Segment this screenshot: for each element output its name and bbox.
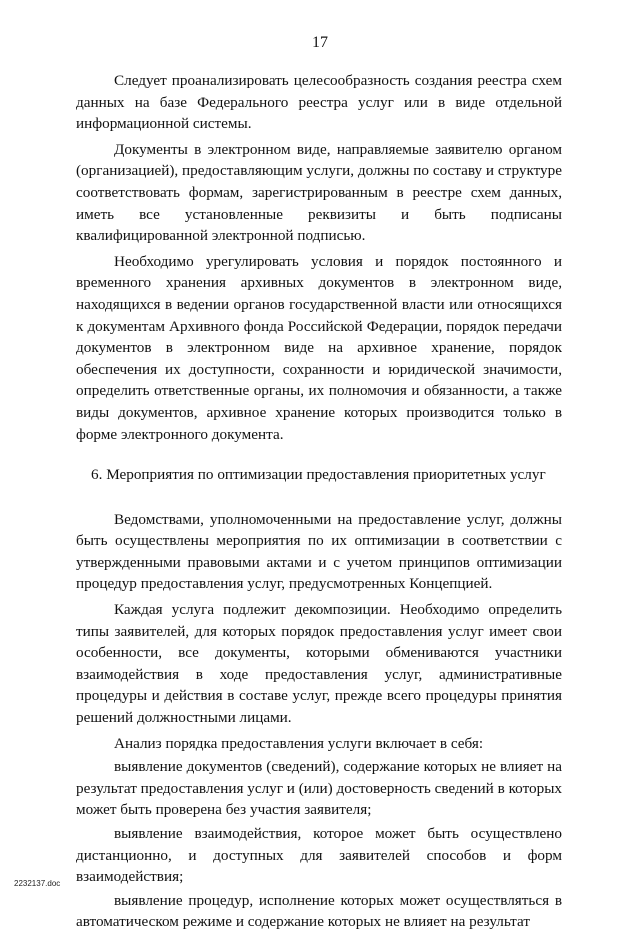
section-heading: 6. Мероприятия по оптимизации предоставления приоритетных услуг [91, 466, 546, 484]
paragraph: Документы в электронном виде, направляемые заявителю органом (организацией), предоставляющим услуги, должны по составу и структуре соответствовать формам, зарегистрированным в реестре схем данных, иметь все установленные реквизиты и быть подписаны квалифицированной электронной подписью. [76, 140, 562, 245]
list-item: выявление процедур, исполнение которых может осуществляться в автоматическом режиме и содержание которых не влияет на результат [76, 891, 562, 931]
paragraph: Ведомствами, уполномоченными на предоставление услуг, должны быть осуществлены мероприятия по их оптимизации в соответствии с утвержденными правовыми актами и с учетом принципов оптимизации процедур предоставления услуг, предусмотренных Концепцией. [76, 510, 562, 593]
page-number: 17 [312, 34, 328, 51]
paragraph: Каждая услуга подлежит декомпозиции. Необходимо определить типы заявителей, для которых порядок предоставления услуг имеет свои особенности, все документы, которыми обмениваются участники взаимодействия в ходе предоставления услуг, административные процедуры и действия в составе услуг, прежде всего процедуры принятия решений должностными лицами. [76, 601, 562, 727]
paragraph: Следует проанализировать целесообразность создания реестра схем данных на базе Федерального реестра услуг или в виде отдельной информационной системы. [76, 72, 562, 133]
document-body [76, 70, 562, 935]
paragraph: Анализ порядка предоставления услуги включает в себя: [114, 734, 484, 752]
paragraph: Необходимо урегулировать условия и порядок постоянного и временного хранения архивных документов в электронном виде, находящихся в ведении органов государственной власти или относящихся к документам Архивного фонда Российской Федерации, порядок передачи документов в электронном виде на архивное хранение, порядок обеспечения их доступности, сохранности и юридической значимости, определить ответственные органы, их полномочия и обязанности, а также виды документов, архивное хранение которых производится только в форме электронного документа. [76, 252, 562, 443]
footer-filename: 2232137.doc [14, 879, 61, 888]
list-item: выявление документов (сведений), содержание которых не влияет на результат предоставления услуг и (или) достоверность сведений в которых может быть проверена без участия заявителя; [76, 758, 562, 819]
list-item: выявление взаимодействия, которое может быть осуществлено дистанционно, и доступных для заявителей способов и форм взаимодействия; [76, 825, 562, 886]
